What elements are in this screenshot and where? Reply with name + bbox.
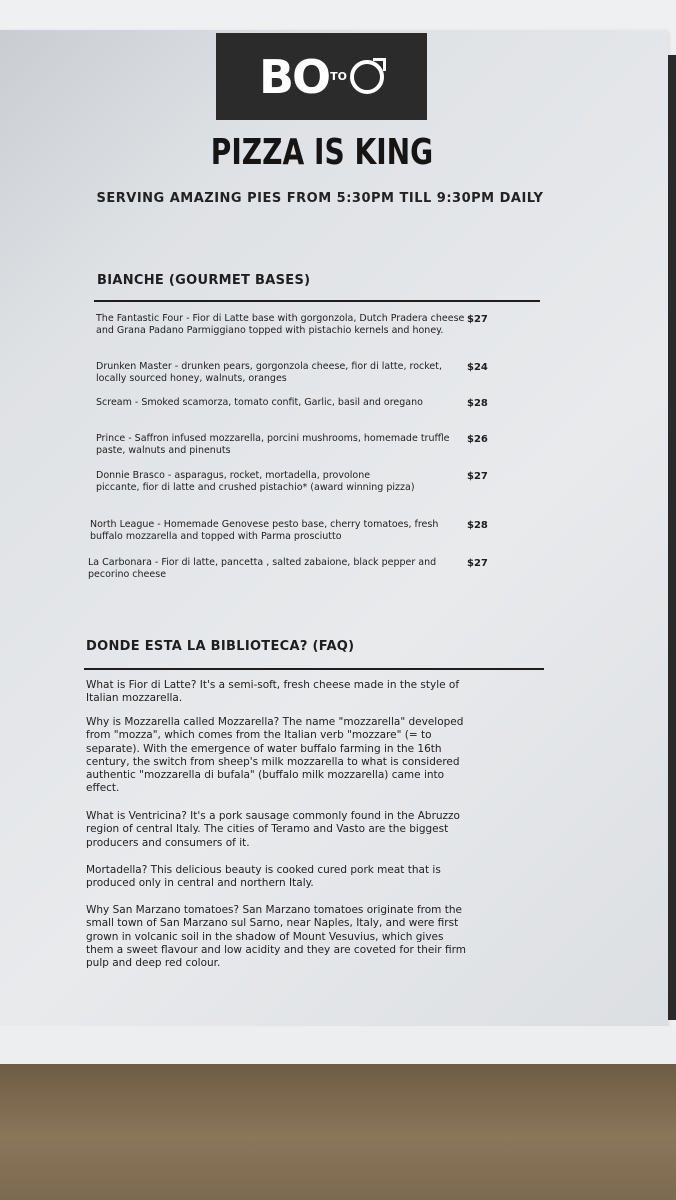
boo-logo: [216, 33, 427, 120]
logo-circle-icon: [350, 60, 384, 94]
menu-item-price: $27: [467, 471, 488, 482]
faq-heading: DONDE ESTA LA BIBLIOTECA? (FAQ): [86, 639, 355, 654]
faq-item: Mortadella? This delicious beauty is cooked cured pork meat that is produced only in central and northern Italy.: [86, 864, 441, 890]
menu-item: North League - Homemade Genovese pesto base, cherry tomatoes, fresh buffalo mozzarella and topped with Parma prosciutto: [90, 519, 439, 542]
faq-item: Why San Marzano tomatoes? San Marzano tomatoes originate from the small town of San Marzano sul Sarno, near Naples, Italy, and were first grown in volcanic soil in the shadow of Mount Vesuvius, which gives them a sweet flavour and low acidity and they are coveted for their firm pulp and deep red colour.: [86, 904, 466, 970]
faq-item: What is Ventricina? It's a pork sausage commonly found in the Abruzzo region of central Italy. The cities of Teramo and Vasto are the biggest producers and consumers of it.: [86, 810, 460, 849]
table-surface: [0, 1062, 676, 1200]
logo-wordmark: BO: [258, 49, 330, 104]
menu-item: The Fantastic Four - Fior di Latte base with gorgonzola, Dutch Pradera cheese and Grana Padano Parmiggiano topped with pistachio kernels and honey.: [96, 313, 465, 336]
sheet-edge-shadow: [668, 55, 676, 1020]
menu-item: Drunken Master - drunken pears, gorgonzola cheese, fior di latte, rocket, locally sourced honey, walnuts, oranges: [96, 361, 443, 384]
menu-item-price: $27: [467, 314, 488, 325]
bianche-heading: BIANCHE (GOURMET BASES): [97, 273, 311, 288]
service-hours: SERVING AMAZING PIES FROM 5:30PM TILL 9:30PM DAILY: [96, 191, 544, 206]
faq-item: What is Fior di Latte? It's a semi-soft, fresh cheese made in the style of Italian mozzarella.: [86, 679, 460, 705]
menu-item: La Carbonara - Fior di latte, pancetta , salted zabaione, black pepper and pecorino cheese: [88, 557, 437, 580]
faq-divider: [84, 668, 544, 670]
page-title: PIZZA IS KING: [210, 132, 434, 173]
logo-to-text: TO: [330, 70, 348, 83]
faq-item: Why is Mozzarella called Mozzarella? The name "mozzarella" developed from "mozza", which comes from the Italian verb "mozzare" (= to separate). With the emergence of water buffalo farming in the 16th century, the switch from sheep's milk mozzarella to what is considered authentic "mozzarella di bufala" (buffalo milk mozzarella) came into effect.: [86, 716, 464, 795]
menu-item-price: $24: [467, 362, 488, 373]
menu-item-price: $27: [467, 558, 488, 569]
backing-board-bottom: [0, 1026, 676, 1064]
menu-item: Prince - Saffron infused mozzarella, porcini mushrooms, homemade truffle paste, walnuts and pinenuts: [96, 433, 450, 456]
menu-item-price: $28: [467, 520, 488, 531]
menu-item: Donnie Brasco - asparagus, rocket, mortadella, provolone piccante, fior di latte and crushed pistachio* (award winning pizza): [96, 470, 415, 493]
menu-item-price: $28: [467, 398, 488, 409]
menu-item: Scream - Smoked scamorza, tomato confit, Garlic, basil and oregano: [96, 397, 423, 408]
bianche-divider: [94, 300, 540, 302]
menu-item-price: $26: [467, 434, 488, 445]
